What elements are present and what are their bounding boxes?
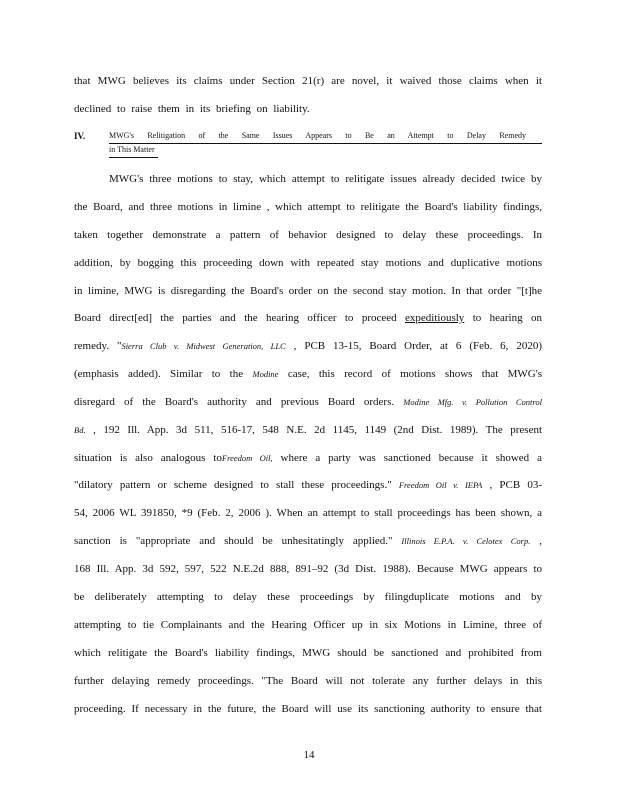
- case-citation: Modine Mfg. v. Pollution Control: [403, 397, 543, 407]
- text-span: ,: [539, 535, 543, 547]
- text-span: "dilatory pattern or scheme designed to stall these proceedings.": [74, 479, 392, 491]
- body-line: 54, 2006 WL 391850, *9 (Feb. 2, 2006 ). When an attempt to stall proceedings has been shown, a: [74, 507, 542, 519]
- emphasis-underlined: expeditiously: [405, 312, 465, 324]
- case-citation: Modine: [252, 369, 279, 379]
- text-span: to hearing on: [472, 312, 542, 324]
- case-citation: Illinois E.P.A. v. Celotex Corp.: [401, 536, 531, 546]
- heading-underline: [109, 143, 542, 144]
- section-number: IV.: [74, 131, 86, 141]
- text-span: (emphasis added). Similar to the: [74, 368, 244, 380]
- body-line: proceeding. If necessary in the future, the Board will use its sanctioning authority to ensure that: [74, 703, 542, 715]
- intro-line-1: that MWG believes its claims under Section 21(r) are novel, it waived those claims when it: [74, 75, 542, 87]
- text-span: , PCB 13-15, Board Order, at 6 (Feb. 6, 2020): [293, 340, 542, 352]
- case-citation: Sierra Club v. Midwest Generation, LLC: [121, 341, 286, 351]
- body-line: [74, 534, 542, 548]
- body-line: [74, 367, 542, 381]
- intro-line-2: declined to raise them in its briefing on liability.: [74, 103, 310, 115]
- text-span: situation is also analogous to: [74, 452, 222, 464]
- body-line: which relitigate the Board's liability findings, MWG should be sanctioned and prohibited from: [74, 647, 542, 659]
- case-citation: Freedom Oil v. IEPA: [398, 480, 483, 490]
- body-line: [74, 423, 542, 437]
- body-line: [74, 339, 542, 353]
- body-line: be deliberately attempting to delay these proceedings by filingduplicate motions and by: [74, 591, 542, 603]
- body-line: [74, 451, 542, 465]
- body-line: taken together demonstrate a pattern of behavior designed to delay these proceedings. In: [74, 229, 542, 241]
- text-span: case, this record of motions shows that MWG's: [287, 368, 543, 380]
- body-line: 168 Ill. App. 3d 592, 597, 522 N.E.2d 888, 891–92 (3d Dist. 1988). Because MWG appears to: [74, 563, 542, 575]
- section-title-line-2: in This Matter: [109, 144, 158, 158]
- body-line: MWG's three motions to stay, which attempt to relitigate issues already decided twice by: [109, 173, 542, 185]
- text-span: where a party was sanctioned because it showed a: [280, 452, 543, 464]
- body-line: further delaying remedy proceedings. "The Board will not tolerate any further delays in this: [74, 675, 542, 687]
- body-line: [74, 478, 542, 492]
- body-line: [74, 395, 542, 409]
- text-span: , PCB 03-: [489, 479, 543, 491]
- text-span: Board direct[ed] the parties and the hearing officer to proceed: [74, 312, 397, 324]
- page-number: 14: [303, 749, 315, 761]
- body-line: the Board, and three motions in limine , which attempt to relitigate the Board's liability findings,: [74, 201, 542, 213]
- body-line: addition, by bogging this proceeding down with repeated stay motions and duplicative motions: [74, 257, 542, 269]
- text-span: sanction is "appropriate and should be unhesitatingly applied.": [74, 535, 393, 547]
- body-line: in limine, MWG is disregarding the Board's order on the second stay motion. In that order "[t]he: [74, 285, 542, 297]
- case-citation: Freedom Oil,: [221, 453, 273, 463]
- body-line: [74, 311, 542, 325]
- case-citation: Bd.: [74, 425, 86, 435]
- text-span: disregard of the Board's authority and previous Board orders.: [74, 396, 395, 408]
- text-span: , 192 Ill. App. 3d 511, 516-17, 548 N.E. 2d 1145, 1149 (2nd Dist. 1989). The present: [93, 424, 543, 436]
- text-span: remedy. ": [74, 340, 122, 352]
- body-line: attempting to tie Complainants and the Hearing Officer up in six Motions in Limine, three of: [74, 619, 542, 631]
- section-title-line-1: MWG's Relitigation of the Same Issues Appears to Be an Attempt to Delay Remedy: [109, 131, 526, 140]
